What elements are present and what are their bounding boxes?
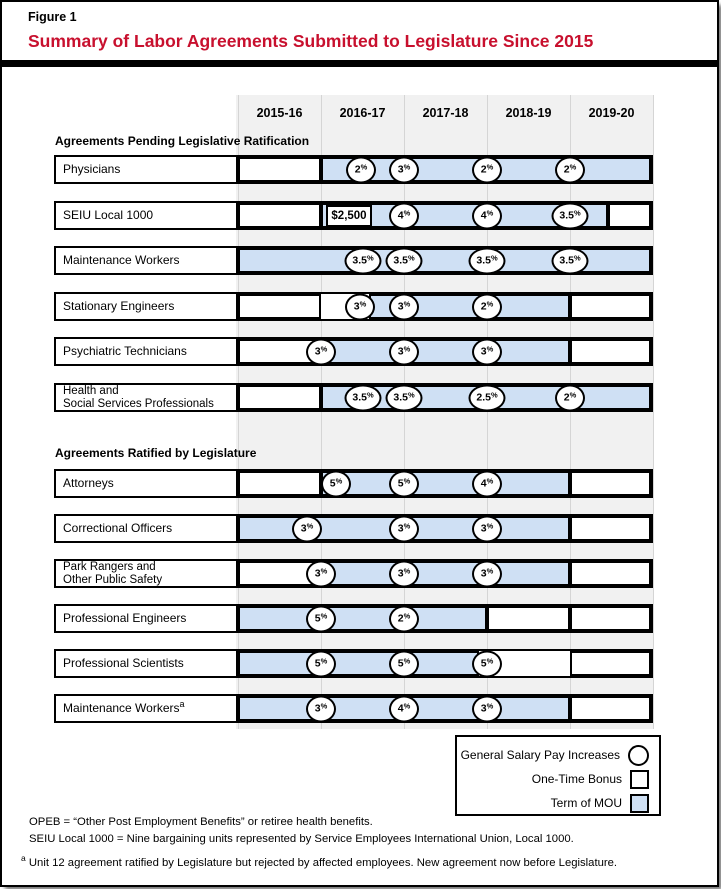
- row-label: SEIU Local 1000: [56, 203, 238, 228]
- agreement-row: [54, 694, 653, 723]
- year-header-2016-17: 2016-17: [339, 106, 386, 120]
- agreement-row: [54, 246, 653, 275]
- salary-increase-marker: 3.5 %: [552, 202, 589, 229]
- salary-increase-marker: 2 %: [555, 384, 585, 411]
- salary-increase-marker: 2 %: [555, 156, 585, 183]
- figure-number: Figure 1: [28, 10, 77, 24]
- salary-increase-marker: 5 %: [389, 650, 419, 677]
- salary-increase-marker: 3.5 %: [552, 247, 589, 274]
- one-time-bonus-box: $2,500: [326, 205, 372, 227]
- column-gridline: [404, 95, 405, 729]
- row-label: Professional Scientists: [56, 651, 238, 676]
- column-gridline: [570, 95, 571, 729]
- empty-year-cell: [238, 471, 321, 496]
- agreement-row: [54, 469, 653, 498]
- footnote-opeb: OPEB = “Other Post Employment Benefits” or retiree health benefits.: [29, 816, 373, 828]
- empty-year-cell: [570, 651, 651, 676]
- salary-increase-marker: 3 %: [306, 695, 336, 722]
- salary-increase-marker: 4 %: [472, 470, 502, 497]
- row-label: Stationary Engineers: [56, 294, 238, 319]
- salary-increase-marker: 3 %: [472, 695, 502, 722]
- legend-label: General Salary Pay Increases: [460, 748, 620, 762]
- legend-label: One-Time Bonus: [531, 772, 622, 786]
- salary-increase-marker: 3 %: [345, 293, 375, 320]
- agreement-row: [54, 514, 653, 543]
- row-label: Maintenance Workers$^a$: [56, 696, 238, 721]
- salary-increase-marker: 2 %: [472, 156, 502, 183]
- empty-year-cell: [570, 516, 651, 541]
- mou-term-bar: [238, 606, 487, 631]
- salary-increase-marker: 2 %: [346, 156, 376, 183]
- salary-increase-marker: 3.5 %: [386, 384, 423, 411]
- year-header-2017-18: 2017-18: [422, 106, 469, 120]
- row-label: Maintenance Workers: [56, 248, 238, 273]
- section-heading: Agreements Ratified by Legislature: [55, 446, 257, 460]
- legend-box: [455, 735, 661, 816]
- empty-year-cell: [238, 294, 321, 319]
- year-header-2019-20: 2019-20: [588, 106, 635, 120]
- column-gridline: [653, 95, 654, 729]
- agreement-row: [54, 559, 653, 588]
- agreement-row: [54, 337, 653, 366]
- salary-increase-circle-icon: [628, 745, 649, 766]
- row-label: Psychiatric Technicians: [56, 339, 238, 364]
- page-title: Summary of Labor Agreements Submitted to Legislature Since 2015: [28, 31, 594, 51]
- section-heading: Agreements Pending Legislative Ratification: [55, 134, 310, 148]
- title-divider-bar: [2, 60, 717, 67]
- salary-increase-marker: 2 %: [389, 605, 419, 632]
- empty-year-cell: [570, 294, 651, 319]
- salary-increase-marker: 3 %: [389, 156, 419, 183]
- salary-increase-marker: 3 %: [306, 560, 336, 587]
- legend-item-term-of-mou: [551, 792, 649, 814]
- timeline-plot-area: [236, 95, 653, 729]
- mou-term-bar: [321, 561, 570, 586]
- empty-year-cell: [608, 203, 651, 228]
- salary-increase-marker: 3 %: [306, 338, 336, 365]
- legend-item-one-time-bonus: [532, 768, 649, 790]
- column-gridline: [238, 95, 239, 729]
- empty-year-cell: [570, 696, 651, 721]
- salary-increase-marker: 4 %: [389, 695, 419, 722]
- salary-increase-marker: 2.5 %: [469, 384, 506, 411]
- salary-increase-marker: 3 %: [389, 515, 419, 542]
- footnote-a-marker: a: [21, 853, 26, 863]
- mou-term-bar: [321, 471, 570, 496]
- salary-increase-marker: 3 %: [472, 560, 502, 587]
- empty-year-cell: [570, 606, 651, 631]
- row-label: Professional Engineers: [56, 606, 238, 631]
- agreement-row: [54, 383, 653, 412]
- year-header-2015-16: 2015-16: [256, 106, 303, 120]
- year-header-2018-19: 2018-19: [505, 106, 552, 120]
- column-gridline: [487, 95, 488, 729]
- salary-increase-marker: 3 %: [389, 293, 419, 320]
- column-gridline: [321, 95, 322, 729]
- salary-increase-marker: 3.5 %: [469, 247, 506, 274]
- salary-increase-marker: 5 %: [306, 605, 336, 632]
- agreement-row: [54, 201, 653, 230]
- agreement-row: [54, 604, 653, 633]
- agreement-row: [54, 292, 653, 321]
- empty-year-cell: [238, 157, 321, 182]
- empty-year-cell: [238, 385, 321, 410]
- salary-increase-marker: 3 %: [472, 338, 502, 365]
- salary-increase-marker: 5 %: [321, 470, 351, 497]
- empty-year-cell: [487, 606, 570, 631]
- salary-increase-marker: 3.5 %: [345, 247, 382, 274]
- salary-increase-marker: 3 %: [472, 515, 502, 542]
- salary-increase-marker: 5 %: [472, 650, 502, 677]
- row-label: Correctional Officers: [56, 516, 238, 541]
- salary-increase-marker: 3.5 %: [345, 384, 382, 411]
- mou-term-bar: [238, 248, 651, 273]
- legend-item-salary-increase: [461, 744, 649, 766]
- row-label: Park Rangers and Other Public Safety: [56, 561, 238, 586]
- salary-increase-marker: 3.5 %: [386, 247, 423, 274]
- legend-label: Term of MOU: [550, 796, 622, 810]
- salary-increase-marker: 4 %: [389, 202, 419, 229]
- empty-year-cell: [238, 203, 321, 228]
- row-label: Attorneys: [56, 471, 238, 496]
- agreement-row: [54, 649, 653, 678]
- empty-year-cell: [570, 561, 651, 586]
- empty-year-cell: [570, 339, 651, 364]
- footnote-a-text: Unit 12 agreement ratified by Legislature but rejected by affected employees. New agreement now before Legislature.: [25, 856, 618, 869]
- one-time-bonus-square-icon: [630, 770, 649, 789]
- salary-increase-marker: 3 %: [389, 560, 419, 587]
- salary-increase-marker: 5 %: [389, 470, 419, 497]
- term-of-mou-square-icon: [630, 794, 649, 813]
- mou-term-bar: [238, 651, 479, 676]
- salary-increase-marker: 2 %: [472, 293, 502, 320]
- salary-increase-marker: 3 %: [292, 515, 322, 542]
- row-label: Health and Social Services Professionals: [56, 385, 238, 410]
- salary-increase-marker: 4 %: [472, 202, 502, 229]
- footnote-seiu: SEIU Local 1000 = Nine bargaining units represented by Service Employees International Union, Local 1000.: [29, 833, 574, 845]
- row-label: Physicians: [56, 157, 238, 182]
- empty-year-cell: [570, 471, 651, 496]
- footnote-a: [21, 853, 617, 869]
- salary-increase-marker: 3 %: [389, 338, 419, 365]
- mou-term-bar: [321, 339, 570, 364]
- salary-increase-marker: 5 %: [306, 650, 336, 677]
- agreement-row: [54, 155, 653, 184]
